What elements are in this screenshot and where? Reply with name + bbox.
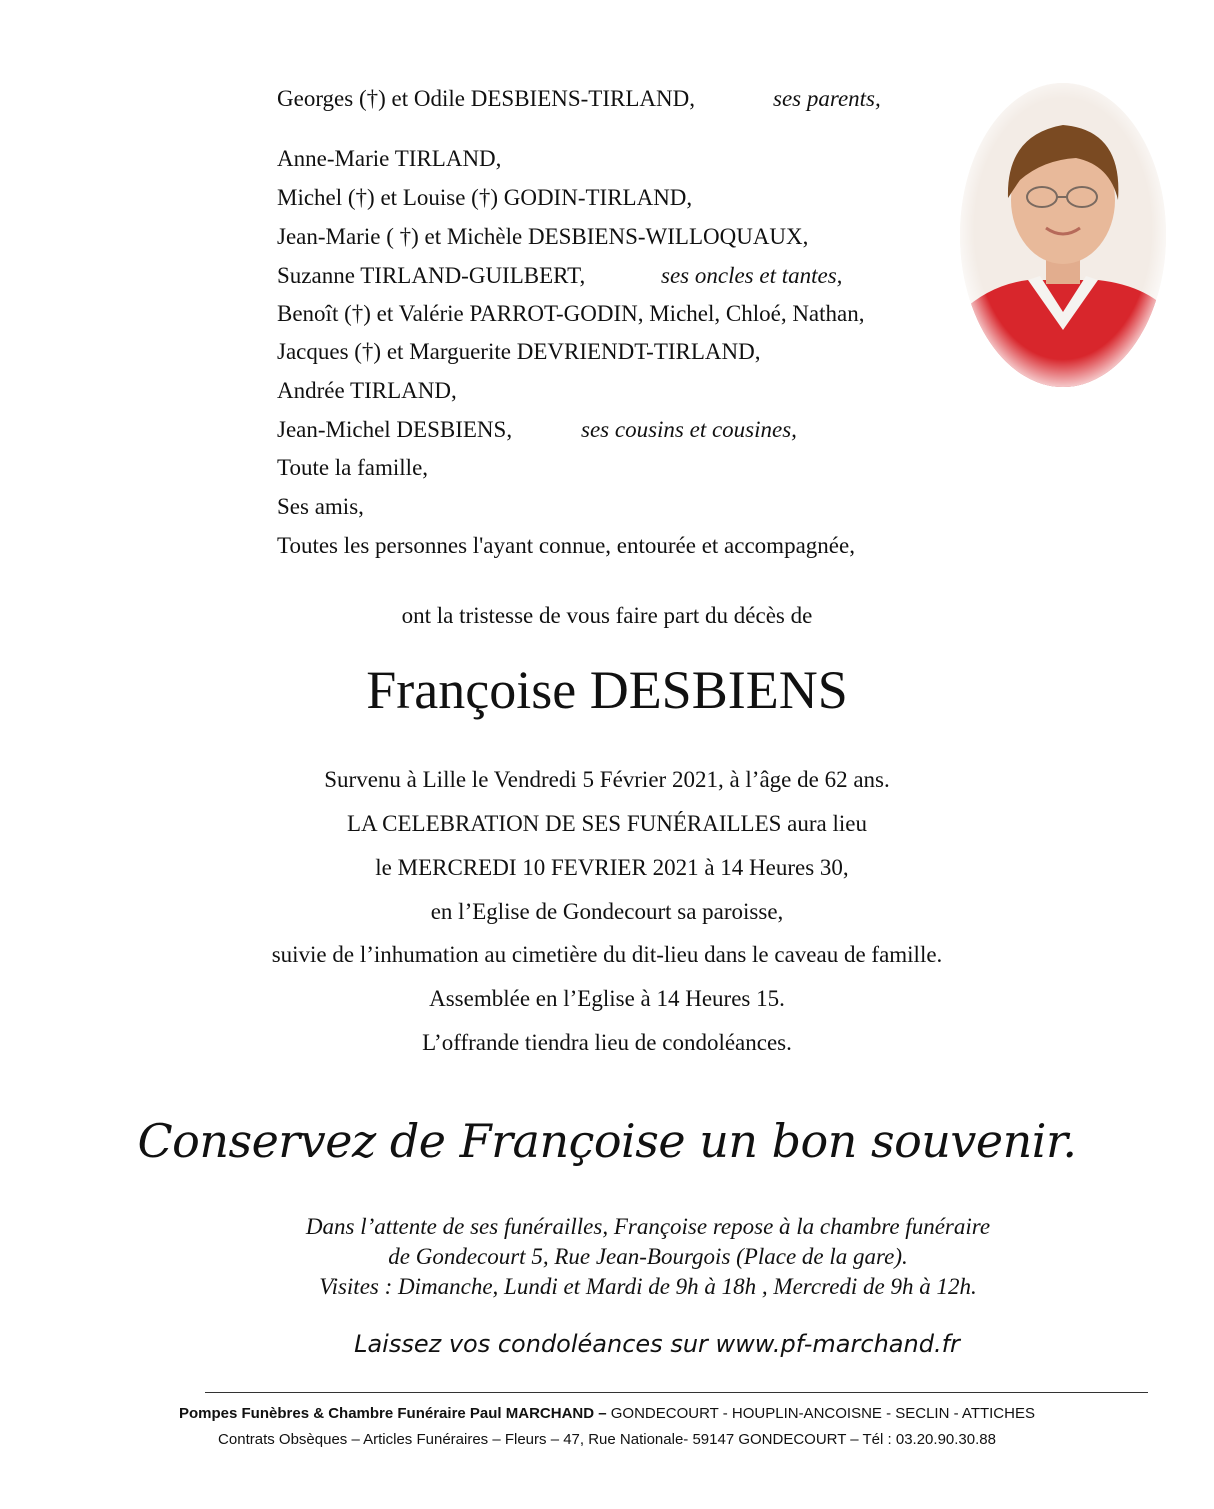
family-line: Michel (†) et Louise (†) GODIN-TIRLAND, [277, 185, 693, 210]
repose-line: Dans l’attente de ses funérailles, Françoise repose à la chambre funéraire [305, 1214, 991, 1239]
family-line [277, 262, 843, 290]
company-name: Pompes Funèbres & Chambre Funéraire Paul MARCHAND – [179, 1405, 607, 1422]
detail-line: le MERCREDI 10 FEVRIER 2021 à 14 Heures 30, [375, 855, 849, 880]
family-line: Benoît (†) et Valérie PARROT-GODIN, Michel, Chloé, Nathan, [277, 301, 865, 326]
family-line [277, 416, 797, 444]
website-line: Laissez vos condoléances sur www.pf-marchand.fr [354, 1330, 960, 1358]
repose-line: de Gondecourt 5, Rue Jean-Bourgois (Place de la gare). [388, 1244, 908, 1269]
family-line: Andrée TIRLAND, [277, 378, 457, 403]
detail-line: LA CELEBRATION DE SES FUNÉRAILLES aura lieu [346, 811, 867, 836]
family-line: Jean-Marie ( †) et Michèle DESBIENS-WILLOQUAUX, [277, 224, 809, 249]
family-names: Suzanne TIRLAND-GUILBERT, [277, 263, 586, 288]
deceased-name: Françoise DESBIENS [366, 660, 848, 720]
relation-note: ses cousins et cousines, [581, 417, 797, 442]
family-names: Georges (†) et Odile DESBIENS-TIRLAND, [277, 86, 695, 111]
family-line: Jacques (†) et Marguerite DEVRIENDT-TIRLAND, [277, 339, 761, 364]
repose-line: Visites : Dimanche, Lundi et Mardi de 9h à 18h , Mercredi de 9h à 12h. [319, 1274, 977, 1299]
relation-note: ses parents, [773, 86, 881, 111]
announcement-text: ont la tristesse de vous faire part du décès de [401, 603, 813, 628]
portrait-photo [958, 80, 1168, 390]
company-locations: GONDECOURT - HOUPLIN-ANCOISNE - SECLIN - ATTICHES [610, 1405, 1035, 1422]
detail-line: suivie de l’inhumation au cimetière du dit-lieu dans le caveau de famille. [271, 942, 943, 967]
family-line: Anne-Marie TIRLAND, [277, 146, 502, 171]
footer-divider [205, 1392, 1148, 1393]
detail-line: en l’Eglise de Gondecourt sa paroisse, [430, 899, 784, 924]
footer-services-line: Contrats Obsèques – Articles Funéraires – Fleurs – 47, Rue Nationale- 59147 GONDECOURT – Tél : 03.20.90.30.88 [218, 1431, 996, 1448]
souvenir-line: Conservez de Françoise un bon souvenir. [137, 1114, 1077, 1168]
family-names: Jean-Michel DESBIENS, [277, 417, 513, 442]
family-line [277, 85, 881, 113]
relation-note: ses oncles et tantes, [661, 263, 843, 288]
footer-company-line [0, 1404, 1214, 1424]
detail-line: Assemblée en l’Eglise à 14 Heures 15. [429, 986, 785, 1011]
family-line: Toutes les personnes l'ayant connue, entourée et accompagnée, [277, 533, 855, 558]
detail-line: Survenu à Lille le Vendredi 5 Février 2021, à l’âge de 62 ans. [324, 767, 890, 792]
detail-line: L’offrande tiendra lieu de condoléances. [422, 1030, 792, 1055]
family-line: Ses amis, [277, 494, 364, 519]
family-line: Toute la famille, [277, 455, 429, 480]
